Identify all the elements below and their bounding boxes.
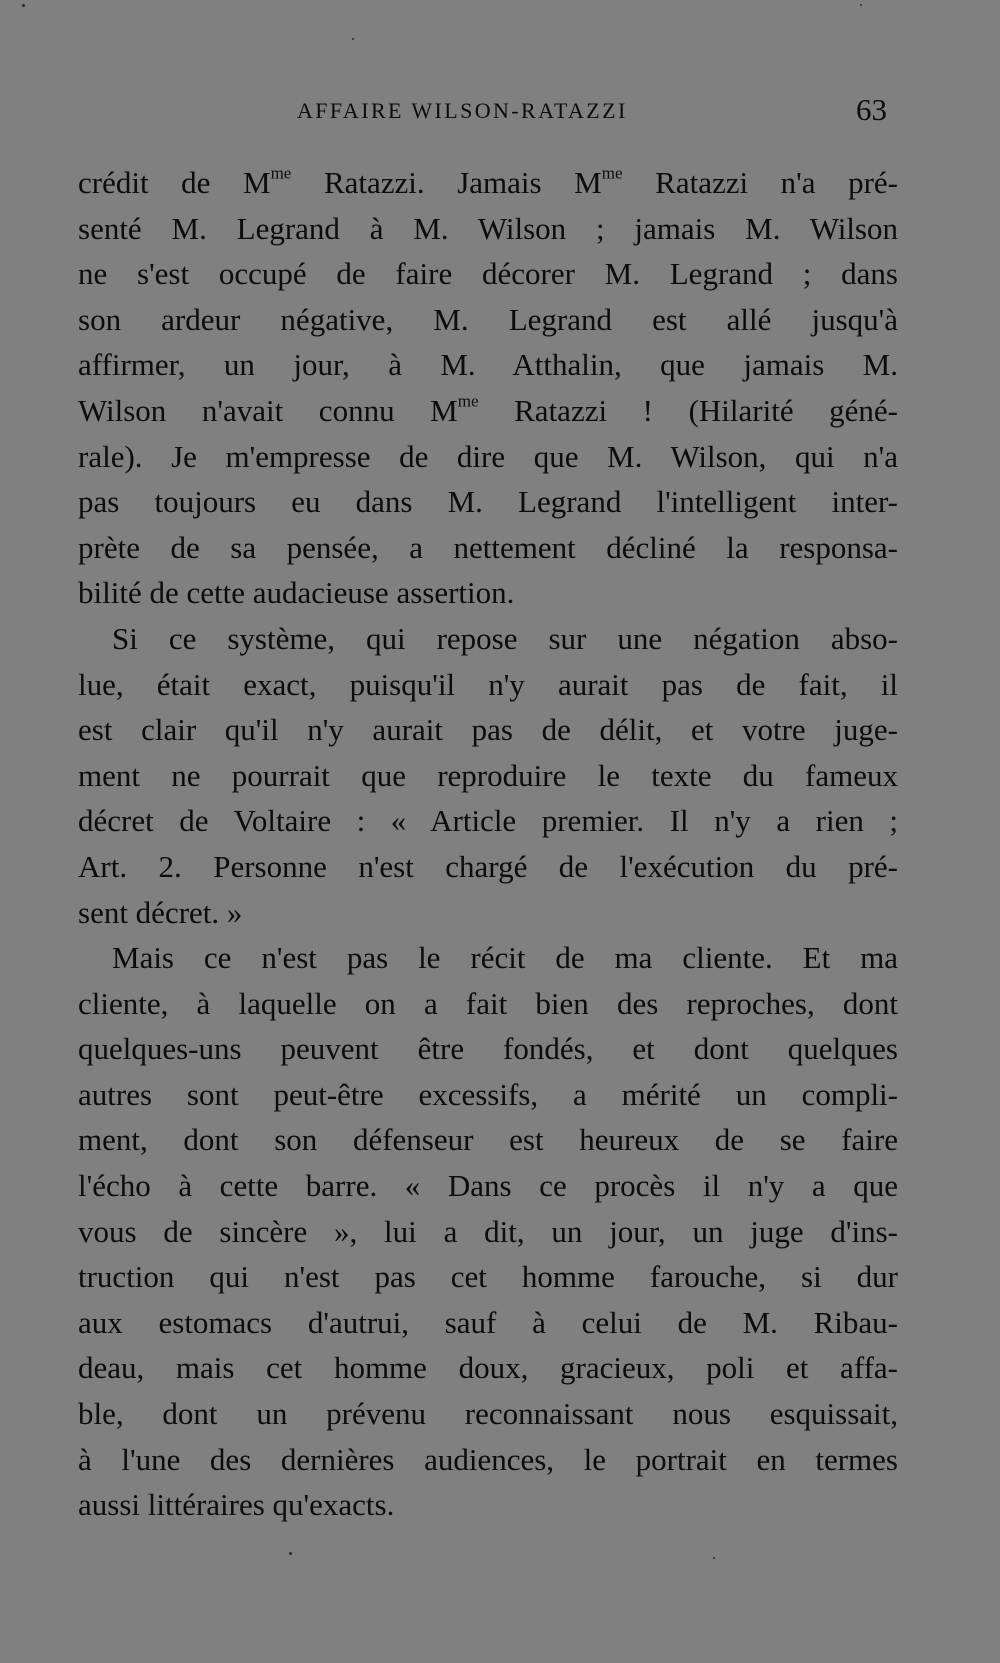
text-segment: Wilson n'avait connu M (78, 392, 458, 428)
page-number: 63 (856, 92, 887, 127)
text-segment: ble, dont un prévenu reconnaissant nous esquissait, (78, 1396, 898, 1432)
running-title: AFFAIRE WILSON-RATAZZI (297, 98, 628, 123)
text-segment: à l'une des dernières audiences, le portrait en termes (78, 1441, 898, 1477)
text-line (78, 1482, 898, 1528)
text-segment: cliente, à laquelle on a fait bien des reproches, dont (78, 985, 898, 1021)
text-line (78, 434, 898, 480)
text-segment: quelques-uns peuvent être fondés, et dont quelques (78, 1031, 898, 1067)
text-segment: Art. 2. Personne n'est chargé de l'exécution du pré- (78, 848, 898, 884)
text-line (78, 844, 898, 890)
text-segment: senté M. Legrand à M. Wilson ; jamais M. Wilson (78, 210, 898, 246)
text-segment: ment, dont son défenseur est heureux de se faire (78, 1122, 898, 1158)
text-segment: Ratazzi. Jamais M (291, 165, 602, 200)
text-segment: Ratazzi n'a pré- (622, 165, 898, 200)
text-segment: vous de sincère », lui a dit, un jour, un juge d'ins- (78, 1213, 898, 1249)
text-segment: pas toujours eu dans M. Legrand l'intelligent inter- (78, 484, 898, 520)
superscript-abbrev: me (457, 391, 479, 411)
text-segment: aux estomacs d'autrui, sauf à celui de M. Ribau- (78, 1304, 898, 1340)
text-segment: affirmer, un jour, à M. Atthalin, que jamais M. (78, 347, 898, 383)
text-segment: crédit de M (78, 165, 271, 200)
paragraph (78, 160, 898, 616)
text-line (78, 1254, 898, 1300)
text-segment: bilité de cette audacieuse assertion. (78, 575, 515, 611)
text-segment: prète de sa pensée, a nettement décliné la responsa- (78, 529, 898, 565)
text-segment: décret de Voltaire : « Article premier. Il n'y a rien ; (78, 803, 898, 839)
superscript-abbrev: me (270, 163, 292, 183)
text-segment: Mais ce n'est pas le récit de ma cliente. Et ma (112, 940, 898, 976)
text-segment: truction qui n'est pas cet homme farouche, si dur (78, 1259, 898, 1295)
text-line (78, 981, 898, 1027)
text-line (78, 388, 898, 434)
text-line (78, 1117, 898, 1163)
text-segment: Si ce système, qui repose sur une négation abso- (112, 620, 898, 656)
text-line (78, 1163, 898, 1209)
text-line (78, 707, 898, 753)
text-segment: son ardeur négative, M. Legrand est allé jusqu'à (78, 301, 898, 337)
print-speck (352, 38, 354, 40)
print-speck (860, 4, 862, 6)
text-line (78, 479, 898, 525)
text-line (78, 753, 898, 799)
text-line (78, 160, 898, 206)
text-segment: lue, était exact, puisqu'il n'y aurait pas de fait, il (78, 666, 898, 702)
text-line (78, 798, 898, 844)
text-line (78, 616, 898, 662)
paragraph (78, 935, 898, 1528)
text-line (78, 297, 898, 343)
text-line (78, 525, 898, 571)
text-line (78, 570, 898, 616)
text-segment: est clair qu'il n'y aurait pas de délit, et votre juge- (78, 712, 898, 748)
text-line (78, 890, 898, 936)
text-line (78, 1026, 898, 1072)
print-speck (713, 1557, 715, 1559)
text-line (78, 1300, 898, 1346)
text-line (78, 1391, 898, 1437)
text-segment: aussi littéraires qu'exacts. (78, 1487, 395, 1523)
text-segment: ment ne pourrait que reproduire le texte du fameux (78, 757, 898, 793)
text-line (78, 206, 898, 252)
text-line (78, 1209, 898, 1255)
text-segment: l'écho à cette barre. « Dans ce procès il n'y a que (78, 1168, 898, 1204)
text-line (78, 662, 898, 708)
print-speck (22, 4, 25, 7)
body-text (78, 160, 898, 1528)
text-segment: deau, mais cet homme doux, gracieux, poli et affa- (78, 1350, 898, 1386)
print-speck (289, 1552, 292, 1555)
text-segment: autres sont peut-être excessifs, a mérité un compli- (78, 1076, 898, 1112)
paragraph (78, 616, 898, 935)
text-segment: rale). Je m'empresse de dire que M. Wilson, qui n'a (78, 438, 898, 474)
text-segment: ne s'est occupé de faire décorer M. Legrand ; dans (78, 256, 898, 292)
text-line (78, 251, 898, 297)
text-segment: Ratazzi ! (Hilarité géné- (478, 392, 899, 428)
text-line (78, 342, 898, 388)
text-line (78, 935, 898, 981)
text-line (78, 1072, 898, 1118)
text-segment: sent décret. » (78, 894, 243, 930)
text-line (78, 1345, 898, 1391)
text-line (78, 1437, 898, 1483)
superscript-abbrev: me (601, 163, 623, 183)
